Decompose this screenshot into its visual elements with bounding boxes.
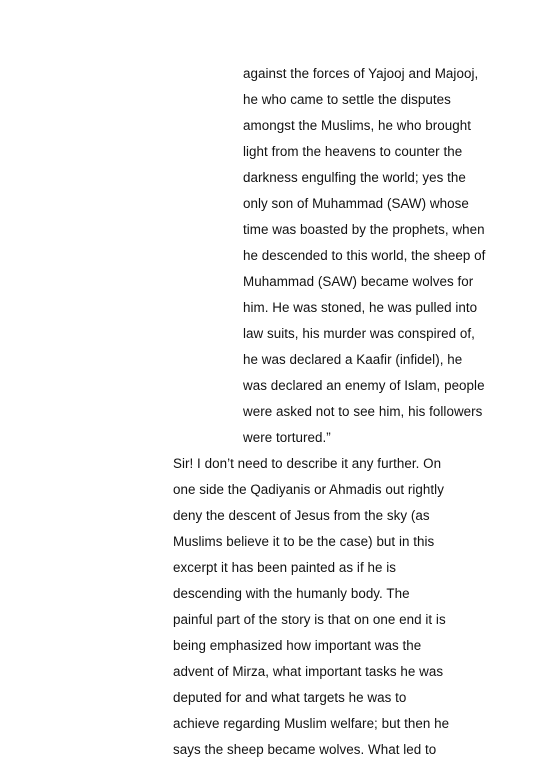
paragraph-line: being emphasized how important was the [173, 638, 422, 653]
paragraph-line: painful part of the story is that on one end it is [173, 612, 446, 627]
paragraph-line: advent of Mirza, what important tasks he was [173, 664, 444, 679]
quote-line: amongst the Muslims, he who brought [243, 118, 472, 133]
quote-line: were asked not to see him, his followers [243, 404, 483, 419]
paragraph-line: one side the Qadiyanis or Ahmadis out rightly [173, 482, 444, 497]
quote-line: him. He was stoned, he was pulled into [243, 300, 478, 315]
quote-line: darkness engulfing the world; yes the [243, 170, 466, 185]
quote-line: he who came to settle the disputes [243, 92, 451, 107]
quote-line: he descended to this world, the sheep of [243, 248, 486, 263]
quote-line: against the forces of Yajooj and Majooj, [243, 66, 479, 81]
paragraph-line: Sir! I don’t need to describe it any further. On [173, 456, 442, 471]
paragraph-line: descending with the humanly body. The [173, 586, 410, 601]
quote-line: were tortured.” [243, 430, 331, 445]
quote-line: he was declared a Kaafir (infidel), he [243, 352, 463, 367]
paragraph-line: Muslims believe it to be the case) but in this [173, 534, 435, 549]
quote-line: was declared an enemy of Islam, people [243, 378, 485, 393]
paragraph-line: deny the descent of Jesus from the sky (as [173, 508, 430, 523]
paragraph-line: says the sheep became wolves. What led to [173, 742, 437, 757]
paragraph-line: achieve regarding Muslim welfare; but then he [173, 716, 450, 731]
quote-line: only son of Muhammad (SAW) whose [243, 196, 469, 211]
quote-line: Muhammad (SAW) became wolves for [243, 274, 474, 289]
quote-line: time was boasted by the prophets, when [243, 222, 485, 237]
quote-line: light from the heavens to counter the [243, 144, 463, 159]
paragraph-line: deputed for and what targets he was to [173, 690, 407, 705]
quote-line: law suits, his murder was conspired of, [243, 326, 475, 341]
paragraph-line: excerpt it has been painted as if he is [173, 560, 397, 575]
